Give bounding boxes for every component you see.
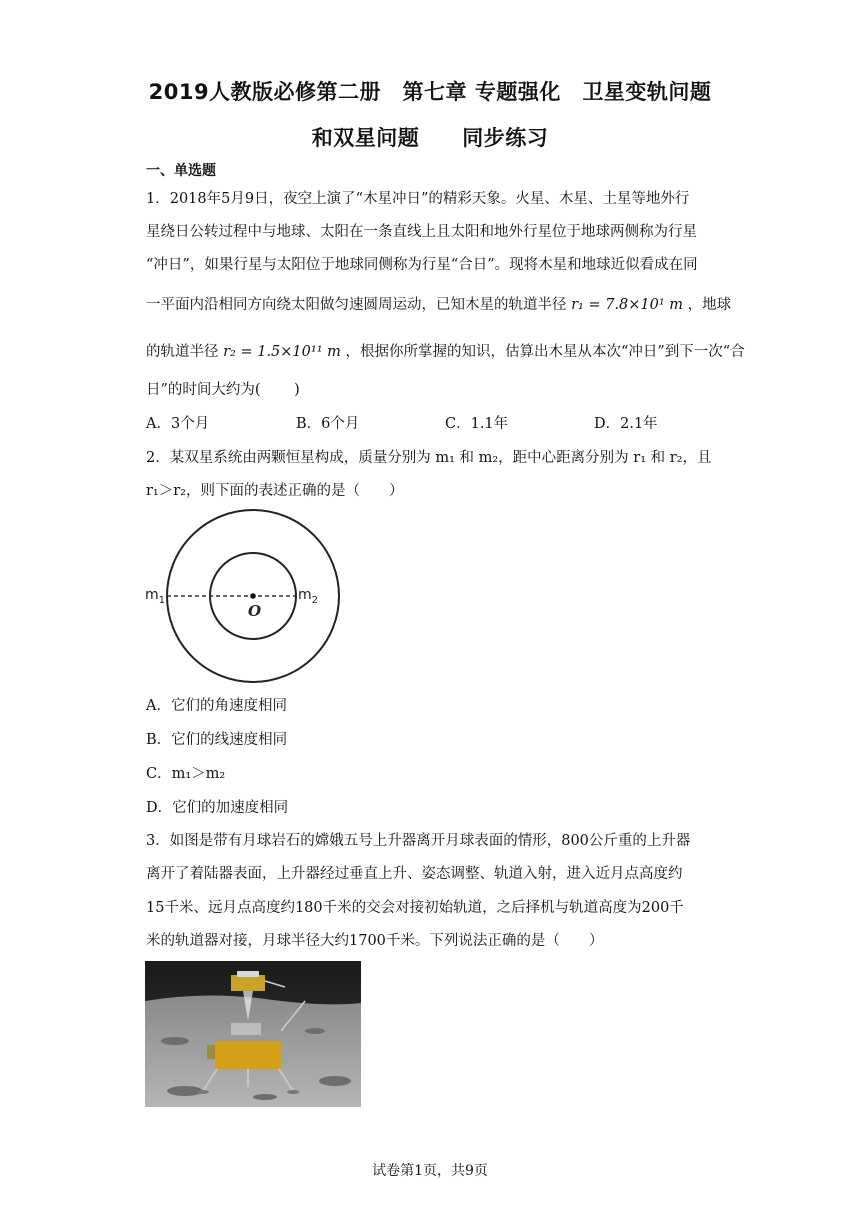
q3-line2: 离开了着陆器表面，上升器经过垂直上升、姿态调整、轨道入射，进入近月点高度约 xyxy=(146,866,683,882)
chang-e5-lander-photo xyxy=(145,961,361,1107)
q3-line1: 3．如图是带有月球岩石的嫦娥五号上升器离开月球表面的情形，800公斤重的上升器 xyxy=(146,833,691,849)
label-m1: $m_1$ xyxy=(145,587,166,606)
q2-option-d[interactable]: D．它们的加速度相同 xyxy=(146,800,289,816)
q1-option-b[interactable]: B．6个月 xyxy=(296,416,360,432)
q1-option-c[interactable]: C．1.1年 xyxy=(445,416,509,432)
q1-option-d[interactable]: D．2.1年 xyxy=(594,416,658,432)
q2-line2: r₁＞r₂，则下面的表述正确的是（ ） xyxy=(146,483,404,499)
page-title-line2: 和双星问题 同步练习 xyxy=(311,126,549,150)
q1-earth-radius-formula: r₂ = 1.5×10¹¹ m xyxy=(223,344,341,360)
q1-line4-text-a: 一平面内沿相同方向绕太阳做匀速圆周运动，已知木星的轨道半径 xyxy=(146,297,567,313)
q1-line6: 日”的时间大约为( ) xyxy=(146,382,300,398)
q1-line4 xyxy=(146,293,731,314)
q2-option-b[interactable]: B．它们的线速度相同 xyxy=(146,732,288,748)
q2-option-c[interactable]: C．m₁＞m₂ xyxy=(146,766,226,782)
q1-option-a[interactable]: A．3个月 xyxy=(146,416,210,432)
label-center-o: O xyxy=(248,602,262,620)
label-m2: $m_2$ xyxy=(298,587,319,606)
q1-line5-text-a: 的轨道半径 xyxy=(146,344,219,360)
q1-line5 xyxy=(146,340,745,361)
q1-line1: 1．2018年5月9日，夜空上演了“木星冲日”的精彩天象。火星、木星、土星等地外行 xyxy=(146,191,690,207)
center-point xyxy=(250,593,256,599)
q1-line4-text-b: ，地球 xyxy=(687,297,732,313)
page-title-line1: 2019人教版必修第二册 第七章 专题强化 卫星变轨问题 xyxy=(148,80,712,104)
q1-jupiter-radius-formula: r₁ = 7.8×10¹ m xyxy=(571,297,684,313)
q2-line1: 2．某双星系统由两颗恒星构成，质量分别为 m₁ 和 m₂，距中心距离分别为 r₁ 和 r₂，且 xyxy=(146,450,712,466)
q3-line4: 米的轨道器对接，月球半径大约1700千米。下列说法正确的是（ ） xyxy=(146,933,604,949)
q1-line5-text-b: ，根据你所掌握的知识，估算出木星从本次“冲日”到下一次“合 xyxy=(345,344,745,360)
binary-star-diagram xyxy=(140,493,340,683)
q1-line2: 星绕日公转过程中与地球、太阳在一条直线上且太阳和地外行星位于地球两侧称为行星 xyxy=(146,224,697,240)
section-label: 一、单选题 xyxy=(146,163,216,179)
page-footer: 试卷第1页，共9页 xyxy=(372,1163,488,1179)
q1-line3: “冲日”，如果行星与太阳位于地球同侧称为行星“合日”。现将木星和地球近似看成在同 xyxy=(146,257,698,273)
q2-option-a[interactable]: A．它们的角速度相同 xyxy=(146,698,287,714)
q3-line3: 15千米、远月点高度约180千米的交会对接初始轨道，之后择机与轨道高度为200千 xyxy=(146,900,684,916)
